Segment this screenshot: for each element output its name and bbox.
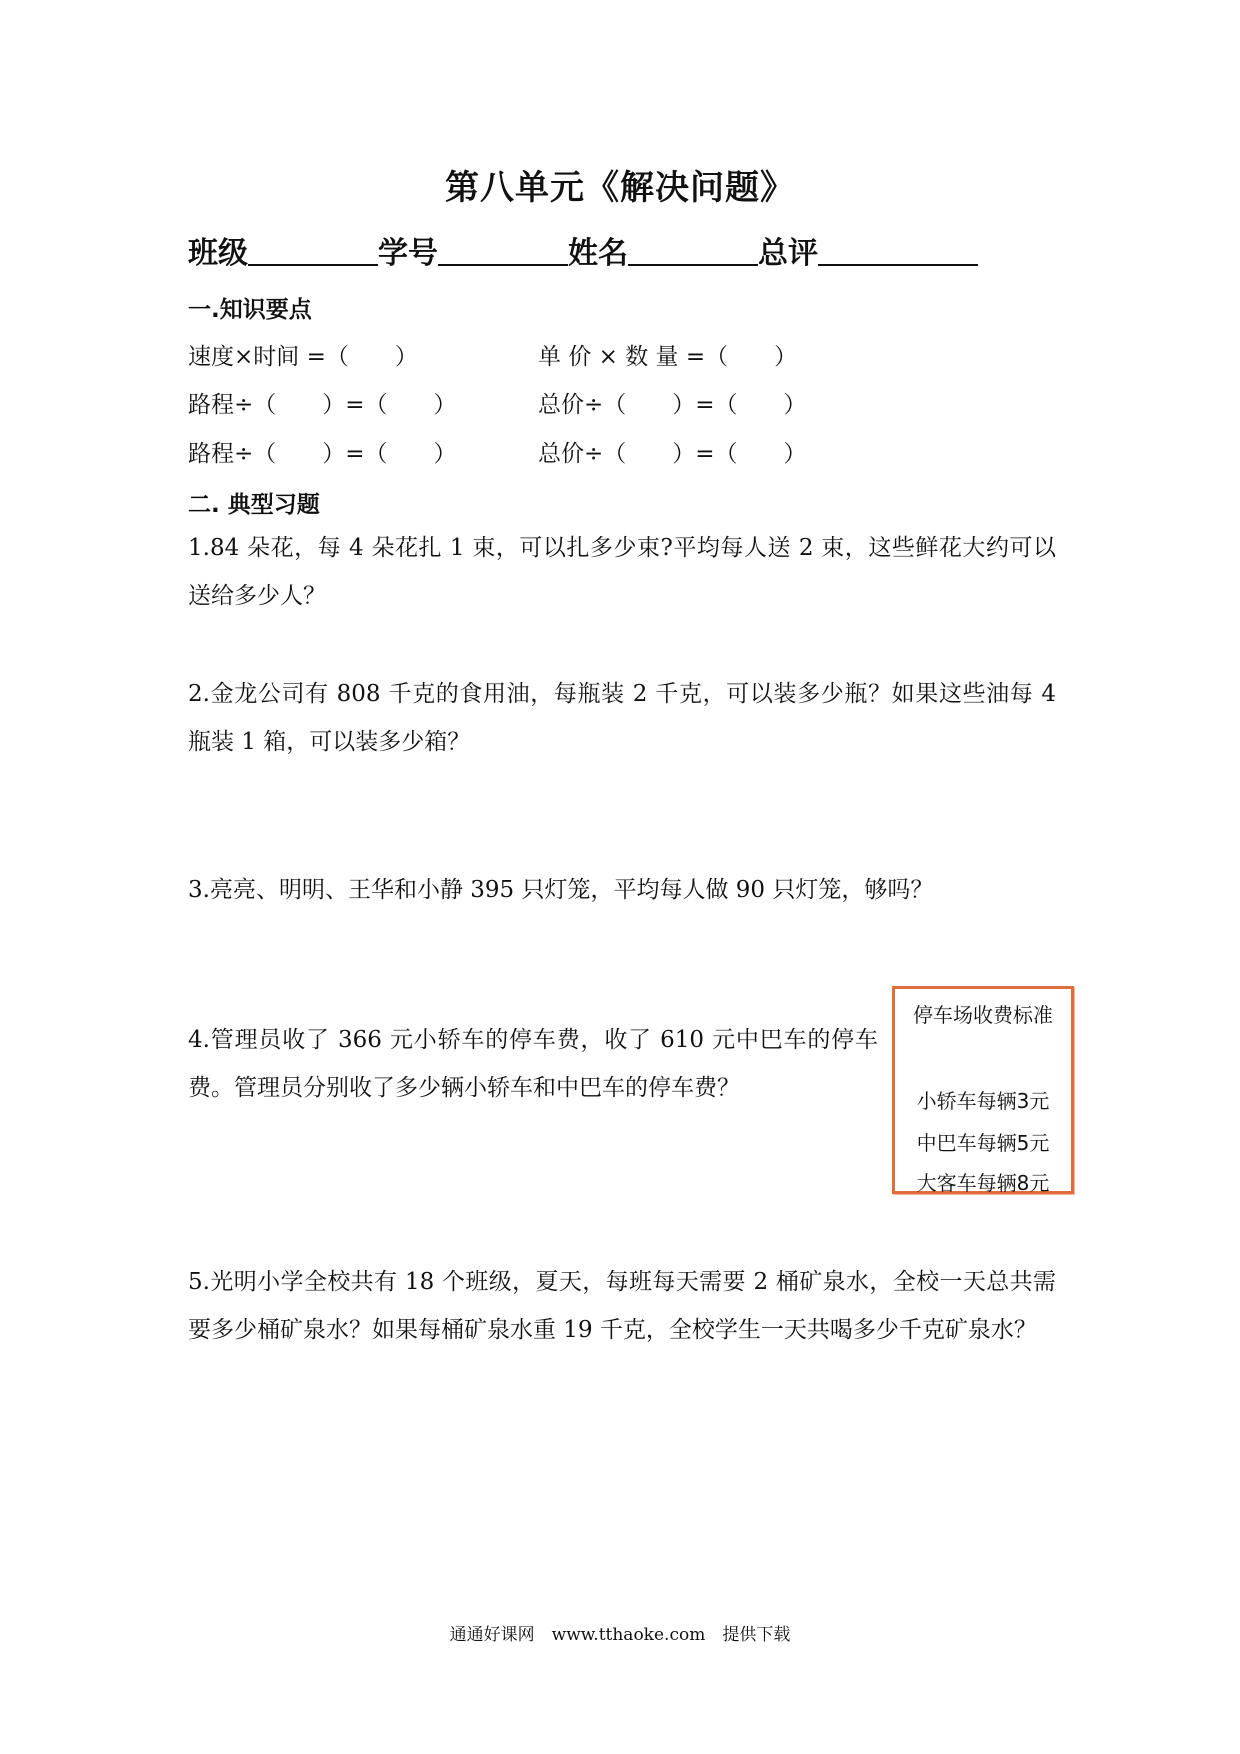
student-number-label: 学号 [378, 236, 438, 271]
student-number-blank [438, 264, 568, 266]
name-blank [628, 264, 758, 266]
score-label: 总评 [758, 236, 818, 271]
fee-line-bus: 大客车每辆8元 [916, 1171, 1050, 1195]
formula-left: 速度×时间 =（ ） [188, 344, 418, 370]
formula-left: 路程÷（ ）=（ ） [188, 392, 457, 418]
page-title: 第八单元《解决问题》 [445, 168, 795, 208]
formula-right: 单 价 × 数 量 =（ ） [538, 344, 798, 370]
name-label: 姓名 [568, 236, 628, 271]
question-4: 4.管理员收了 366 元小轿车的停车费，收了 610 元中巴车的停车费。管理员分别收了多少辆小轿车和中巴车的停车费？ [188, 1027, 878, 1101]
footer-credit: 通通好课网 www.tthaoke.com 提供下载 [449, 1625, 791, 1645]
parking-fee-box [892, 986, 1074, 1194]
score-blank [818, 264, 978, 266]
section-knowledge-heading: 一.知识要点 [188, 297, 312, 323]
fee-line-minibus: 中巴车每辆5元 [916, 1131, 1050, 1155]
formula-right: 总价÷（ ）=（ ） [538, 441, 807, 467]
fee-line-car: 小轿车每辆3元 [916, 1089, 1050, 1113]
section-exercises-heading: 二. 典型习题 [188, 492, 320, 518]
question-1: 1.84 朵花，每 4 朵花扎 1 束，可以扎多少束?平均每人送 2 束，这些鲜花大约可以送给多少人？ [188, 535, 1056, 609]
parking-fee-title: 停车场收费标准 [913, 1003, 1053, 1027]
class-label: 班级 [188, 236, 248, 271]
question-3: 3.亮亮、明明、王华和小静 395 只灯笼，平均每人做 90 只灯笼，够吗？ [188, 877, 934, 903]
question-2: 2.金龙公司有 808 千克的食用油，每瓶装 2 千克，可以装多少瓶？如果这些油每 4 瓶装 1 箱，可以装多少箱？ [188, 681, 1056, 755]
student-info-row [188, 228, 978, 272]
formula-left: 路程÷（ ）=（ ） [188, 441, 457, 467]
question-5: 5.光明小学全校共有 18 个班级，夏天，每班每天需要 2 桶矿泉水，全校一天总共需要多少桶矿泉水？如果每桶矿泉水重 19 千克，全校学生一天共喝多少千克矿泉水？ [188, 1269, 1056, 1343]
class-blank [248, 264, 378, 266]
formula-right: 总价÷（ ）=（ ） [538, 392, 807, 418]
